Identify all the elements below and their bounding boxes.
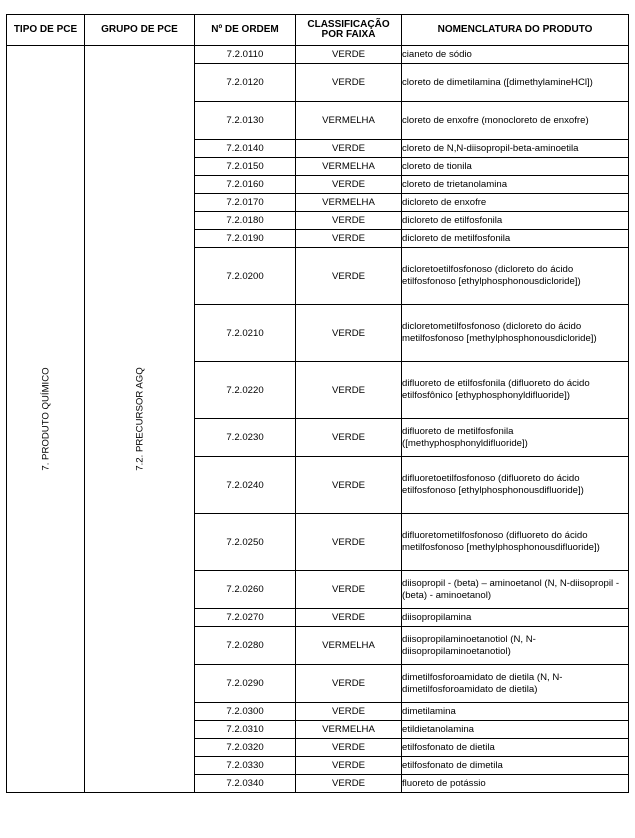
ordem-cell: 7.2.0290: [195, 665, 296, 703]
nomenclatura-cell: cianeto de sódio: [402, 46, 629, 64]
faixa-cell: VERDE: [296, 457, 402, 514]
faixa-cell: VERDE: [296, 212, 402, 230]
faixa-cell: VERMELHA: [296, 721, 402, 739]
nomenclatura-cell: etildietanolamina: [402, 721, 629, 739]
table-row: [7, 46, 629, 64]
faixa-cell: VERDE: [296, 64, 402, 102]
ordem-cell: 7.2.0120: [195, 64, 296, 102]
nomenclatura-cell: diisopropilaminoetanotiol (N, N-diisopropilaminoetanotiol): [402, 627, 629, 665]
nomenclatura-cell: cloreto de trietanolamina: [402, 176, 629, 194]
faixa-cell: VERDE: [296, 571, 402, 609]
table-body: [7, 46, 629, 793]
header-ordem: Nº DE ORDEM: [195, 15, 296, 46]
faixa-cell: VERDE: [296, 775, 402, 793]
ordem-cell: 7.2.0320: [195, 739, 296, 757]
ordem-cell: 7.2.0180: [195, 212, 296, 230]
nomenclatura-cell: dicloretoetilfosfonoso (dicloreto do ácido etilfosfonoso [ethylphosphonousdicloride]): [402, 248, 629, 305]
header-tipo: TIPO DE PCE: [7, 15, 85, 46]
faixa-cell: VERMELHA: [296, 627, 402, 665]
nomenclatura-cell: cloreto de enxofre (monocloreto de enxofre): [402, 102, 629, 140]
ordem-cell: 7.2.0200: [195, 248, 296, 305]
nomenclatura-cell: dimetilfosforoamidato de dietila (N, N-dimetilfosforoamidato de dietila): [402, 665, 629, 703]
nomenclatura-cell: difluoreto de etilfosfonila (difluoreto do ácido etilfosfônico [ethyphosphonyldifluoride]): [402, 362, 629, 419]
nomenclatura-cell: etilfosfonato de dietila: [402, 739, 629, 757]
faixa-cell: VERDE: [296, 176, 402, 194]
ordem-cell: 7.2.0330: [195, 757, 296, 775]
nomenclatura-cell: cloreto de N,N-diisopropil-beta-aminoetila: [402, 140, 629, 158]
faixa-cell: VERDE: [296, 739, 402, 757]
ordem-cell: 7.2.0300: [195, 703, 296, 721]
ordem-cell: 7.2.0310: [195, 721, 296, 739]
ordem-cell: 7.2.0270: [195, 609, 296, 627]
faixa-cell: VERMELHA: [296, 102, 402, 140]
nomenclatura-cell: fluoreto de potássio: [402, 775, 629, 793]
grupo-value: 7.2. PRECURSOR AGQ: [134, 367, 145, 471]
faixa-cell: VERDE: [296, 248, 402, 305]
ordem-cell: 7.2.0230: [195, 419, 296, 457]
ordem-cell: 7.2.0250: [195, 514, 296, 571]
faixa-cell: VERMELHA: [296, 194, 402, 212]
tipo-value: 7. PRODUTO QUÍMICO: [40, 367, 51, 471]
ordem-cell: 7.2.0260: [195, 571, 296, 609]
ordem-cell: 7.2.0190: [195, 230, 296, 248]
faixa-cell: VERDE: [296, 703, 402, 721]
faixa-cell: VERDE: [296, 665, 402, 703]
grupo-cell: [85, 46, 195, 793]
ordem-cell: 7.2.0170: [195, 194, 296, 212]
pce-table: [6, 14, 629, 793]
faixa-cell: VERMELHA: [296, 158, 402, 176]
faixa-cell: VERDE: [296, 419, 402, 457]
faixa-cell: VERDE: [296, 514, 402, 571]
header-grupo: GRUPO DE PCE: [85, 15, 195, 46]
ordem-cell: 7.2.0210: [195, 305, 296, 362]
nomenclatura-cell: dicloreto de enxofre: [402, 194, 629, 212]
nomenclatura-cell: dicloreto de metilfosfonila: [402, 230, 629, 248]
nomenclatura-cell: difluoretometilfosfonoso (difluoreto do ácido metilfosfonoso [methylphosphonousdifluoride]): [402, 514, 629, 571]
ordem-cell: 7.2.0280: [195, 627, 296, 665]
header-classificacao: CLASSIFICAÇÃO POR FAIXA: [296, 15, 402, 46]
ordem-cell: 7.2.0240: [195, 457, 296, 514]
ordem-cell: 7.2.0340: [195, 775, 296, 793]
ordem-cell: 7.2.0140: [195, 140, 296, 158]
ordem-cell: 7.2.0110: [195, 46, 296, 64]
faixa-cell: VERDE: [296, 230, 402, 248]
nomenclatura-cell: dicloreto de etilfosfonila: [402, 212, 629, 230]
nomenclatura-cell: cloreto de tionila: [402, 158, 629, 176]
nomenclatura-cell: etilfosfonato de dimetila: [402, 757, 629, 775]
nomenclatura-cell: difluoretoetilfosfonoso (difluoreto do ácido etilfosfonoso [ethylphosphonousdifluoride]): [402, 457, 629, 514]
nomenclatura-cell: cloreto de dimetilamina ([dimethylamineHCl]): [402, 64, 629, 102]
nomenclatura-cell: dicloretometilfosfonoso (dicloreto do ácido metilfosfonoso [methylphosphonousdicloride]): [402, 305, 629, 362]
ordem-cell: 7.2.0220: [195, 362, 296, 419]
header-nomenclatura: NOMENCLATURA DO PRODUTO: [402, 15, 629, 46]
nomenclatura-cell: diisopropilamina: [402, 609, 629, 627]
ordem-cell: 7.2.0150: [195, 158, 296, 176]
faixa-cell: VERDE: [296, 757, 402, 775]
ordem-cell: 7.2.0130: [195, 102, 296, 140]
tipo-cell: [7, 46, 85, 793]
header-row: [7, 15, 629, 46]
faixa-cell: VERDE: [296, 609, 402, 627]
nomenclatura-cell: diisopropil - (beta) – aminoetanol (N, N-diisopropil - (beta) - aminoetanol): [402, 571, 629, 609]
faixa-cell: VERDE: [296, 46, 402, 64]
ordem-cell: 7.2.0160: [195, 176, 296, 194]
nomenclatura-cell: difluoreto de metilfosfonila ([methyphosphonyldifluoride]): [402, 419, 629, 457]
nomenclatura-cell: dimetilamina: [402, 703, 629, 721]
faixa-cell: VERDE: [296, 140, 402, 158]
faixa-cell: VERDE: [296, 305, 402, 362]
faixa-cell: VERDE: [296, 362, 402, 419]
